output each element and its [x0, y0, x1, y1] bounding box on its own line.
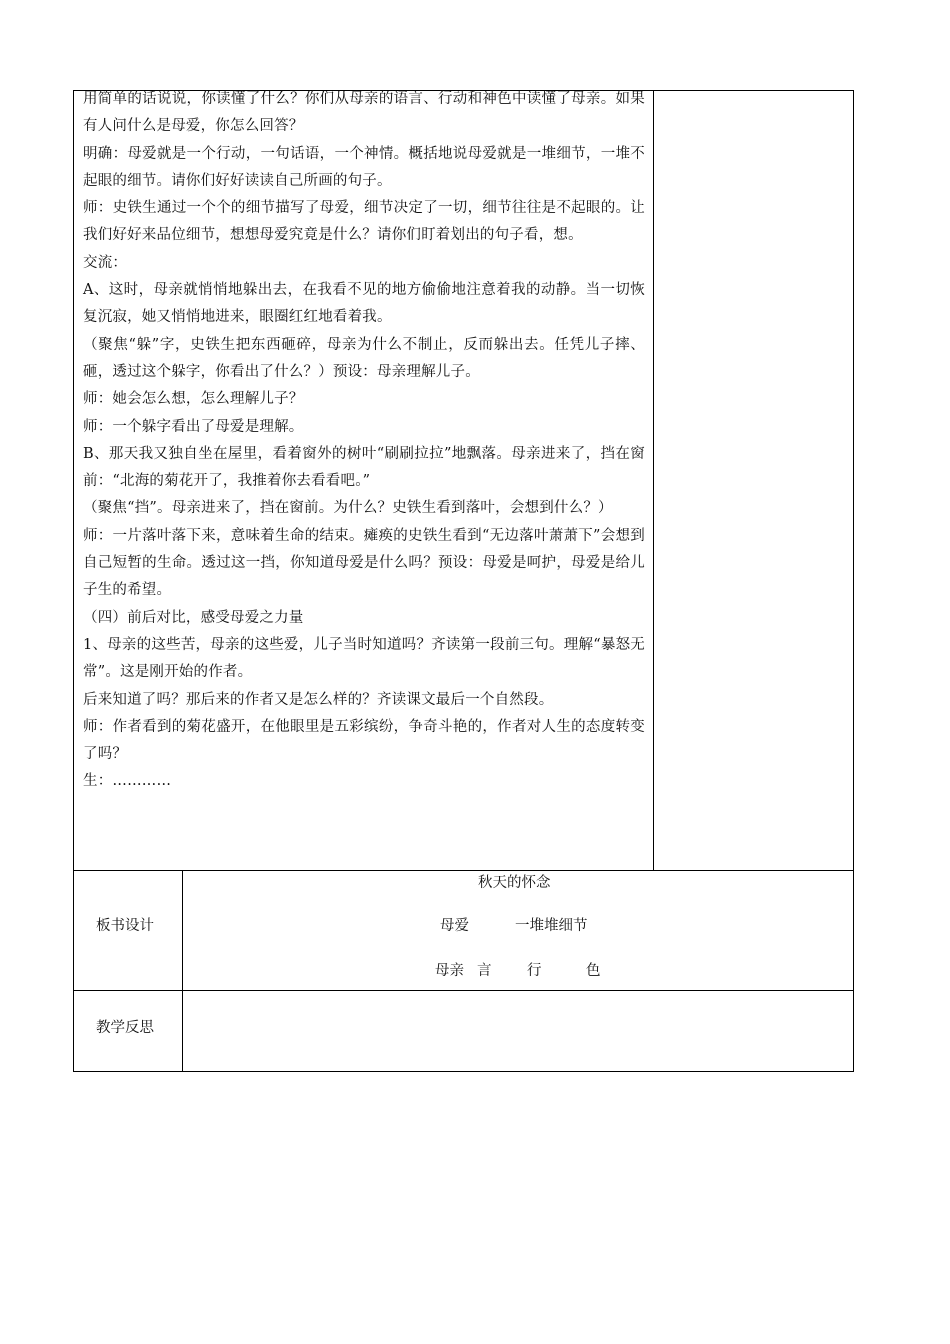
board-title: 秋天的怀念 [478, 875, 551, 891]
teaching-reflection-label: 教学反思 [96, 1020, 154, 1036]
board-speech: 言 [477, 963, 492, 979]
lesson-paragraph: 师：她会怎么想，怎么理解儿子？ [83, 391, 304, 408]
lesson-paragraph: B、那天我又独自坐在屋里，看着窗外的树叶“刷刷拉拉”地飘落。母亲进来了，挡在窗前：“北海的菊花开了，我推着你去看看吧。” [83, 445, 645, 490]
lesson-paragraph: （四）前后对比，感受母爱之力量 [83, 609, 304, 626]
lesson-paragraph: 生：………… [83, 773, 172, 790]
lesson-paragraph: A、这时，母亲就悄悄地躲出去，在我看不见的地方偷偷地注意着我的动静。当一切恢复沉寂，她又悄悄地进来，眼圈红红地看着我。 [83, 282, 645, 326]
label-column-divider [182, 870, 183, 1072]
lesson-paragraph: 1、母亲的这些苦，母亲的这些爱，儿子当时知道吗？齐读第一段前三句。理解“暴怒无常”。这是刚开始的作者。 [83, 636, 645, 681]
lesson-paragraph: 用简单的话说说，你读懂了什么？你们从母亲的语言、行动和神色中读懂了母亲。如果有人问什么是母爱，你怎么回答？ [83, 91, 645, 135]
board-details: 一堆堆细节 [515, 918, 588, 934]
lesson-paragraph: 师：一个躲字看出了母爱是理解。 [83, 418, 304, 435]
lesson-paragraph: 后来知道了吗？那后来的作者又是怎么样的？齐读课文最后一个自然段。 [83, 691, 554, 708]
lesson-paragraph: 师：作者看到的菊花盛开，在他眼里是五彩缤纷，争奇斗艳的，作者对人生的态度转变了吗？ [83, 718, 645, 763]
lesson-content [83, 86, 645, 796]
lesson-paragraph: 师：史铁生通过一个个的细节描写了母爱，细节决定了一切，细节往往是不起眼的。让我们好好来品位细节，想想母爱究竟是什么？请你们盯着划出的句子看，想。 [83, 200, 645, 244]
lesson-paragraph: 明确：母爱就是一个行动，一句话语，一个神情。概括地说母爱就是一堆细节，一堆不起眼的细节。请你们好好读读自己所画的句子。 [83, 145, 645, 189]
lesson-paragraph: （聚焦“挡”。母亲进来了，挡在窗前。为什么？史铁生看到落叶，会想到什么？） [83, 500, 613, 517]
table-right-border [853, 90, 854, 1072]
notes-column-divider [653, 90, 654, 871]
board-mother-love: 母爱 [440, 918, 469, 934]
board-action: 行 [527, 963, 542, 979]
lesson-paragraph: 交流： [83, 254, 128, 271]
board-expression: 色 [586, 963, 601, 979]
table-divider-board [73, 870, 854, 871]
board-design-label: 板书设计 [96, 918, 154, 934]
lesson-paragraph: （聚焦“躲”字，史铁生把东西砸碎，母亲为什么不制止，反而躲出去。任凭儿子摔、砸，透过这个躲字，你看出了什么？）预设：母亲理解儿子。 [83, 336, 645, 380]
lesson-paragraph: 师：一片落叶落下来，意味着生命的结束。瘫痪的史铁生看到“无边落叶萧萧下”会想到自己短暂的生命。透过这一挡，你知道母爱是什么吗？预设：母爱是呵护，母爱是给儿子生的希望。 [83, 527, 645, 599]
table-bottom-border [73, 1071, 854, 1072]
table-left-border [73, 90, 74, 1072]
board-mother: 母亲 [435, 963, 464, 979]
table-divider-reflection [73, 990, 854, 991]
